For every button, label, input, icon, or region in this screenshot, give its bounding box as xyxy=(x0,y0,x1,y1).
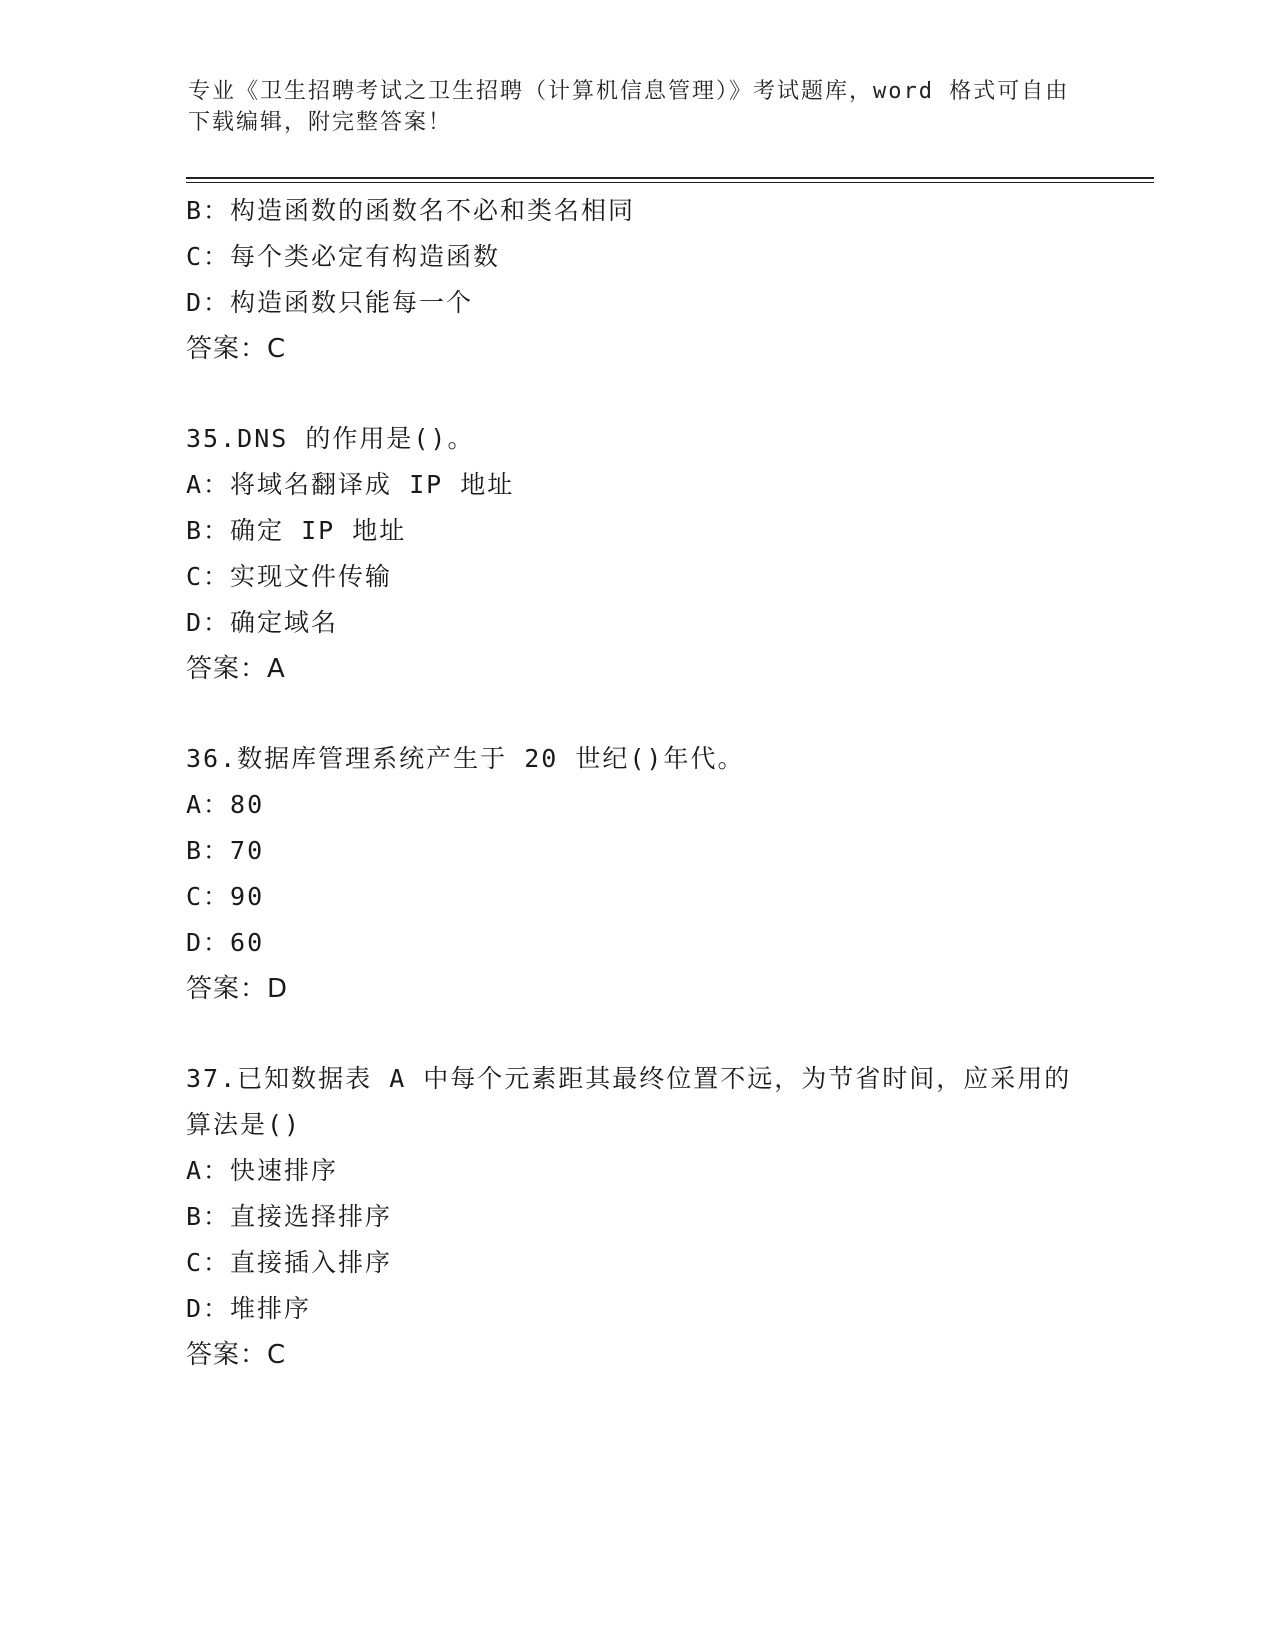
option-b: B：直接选择排序 xyxy=(186,1202,393,1231)
question-stem: 35.DNS 的作用是()。 xyxy=(186,424,475,453)
header-rule-thin xyxy=(186,182,1154,183)
header-rule-thick xyxy=(186,177,1154,179)
answer-label: 答案：C xyxy=(186,1340,287,1370)
answer-label: 答案：A xyxy=(186,654,286,684)
option-a: A：80 xyxy=(186,790,265,819)
answer-label: 答案：D xyxy=(186,974,289,1004)
question-list xyxy=(186,188,1146,1378)
option-d: D：构造函数只能每一个 xyxy=(186,288,474,317)
option-c: C：直接插入排序 xyxy=(186,1248,393,1277)
option-c: C：每个类必定有构造函数 xyxy=(186,242,501,271)
option-b: B：70 xyxy=(186,836,265,865)
question-block-previous xyxy=(186,188,1146,372)
option-b: B：确定 IP 地址 xyxy=(186,516,407,545)
option-a: A：快速排序 xyxy=(186,1156,339,1185)
answer-label: 答案：C xyxy=(186,334,287,364)
question-block-35 xyxy=(186,416,1146,692)
option-d: D：确定域名 xyxy=(186,608,339,637)
option-d: D：60 xyxy=(186,928,265,957)
option-a: A：将域名翻译成 IP 地址 xyxy=(186,470,515,499)
question-block-37 xyxy=(186,1056,1146,1378)
option-d: D：堆排序 xyxy=(186,1294,312,1323)
question-block-36 xyxy=(186,736,1146,1012)
option-c: C：实现文件传输 xyxy=(186,562,393,591)
option-c: C：90 xyxy=(186,882,265,911)
option-b: B：构造函数的函数名不必和类名相同 xyxy=(186,196,636,225)
question-stem: 37.已知数据表 A 中每个元素距其最终位置不远，为节省时间，应采用的算法是() xyxy=(186,1064,1072,1139)
document-header: 专业《卫生招聘考试之卫生招聘（计算机信息管理）》考试题库，word 格式可自由下载编辑，附完整答案！ xyxy=(188,79,1070,135)
question-stem: 36.数据库管理系统产生于 20 世纪()年代。 xyxy=(186,744,745,773)
